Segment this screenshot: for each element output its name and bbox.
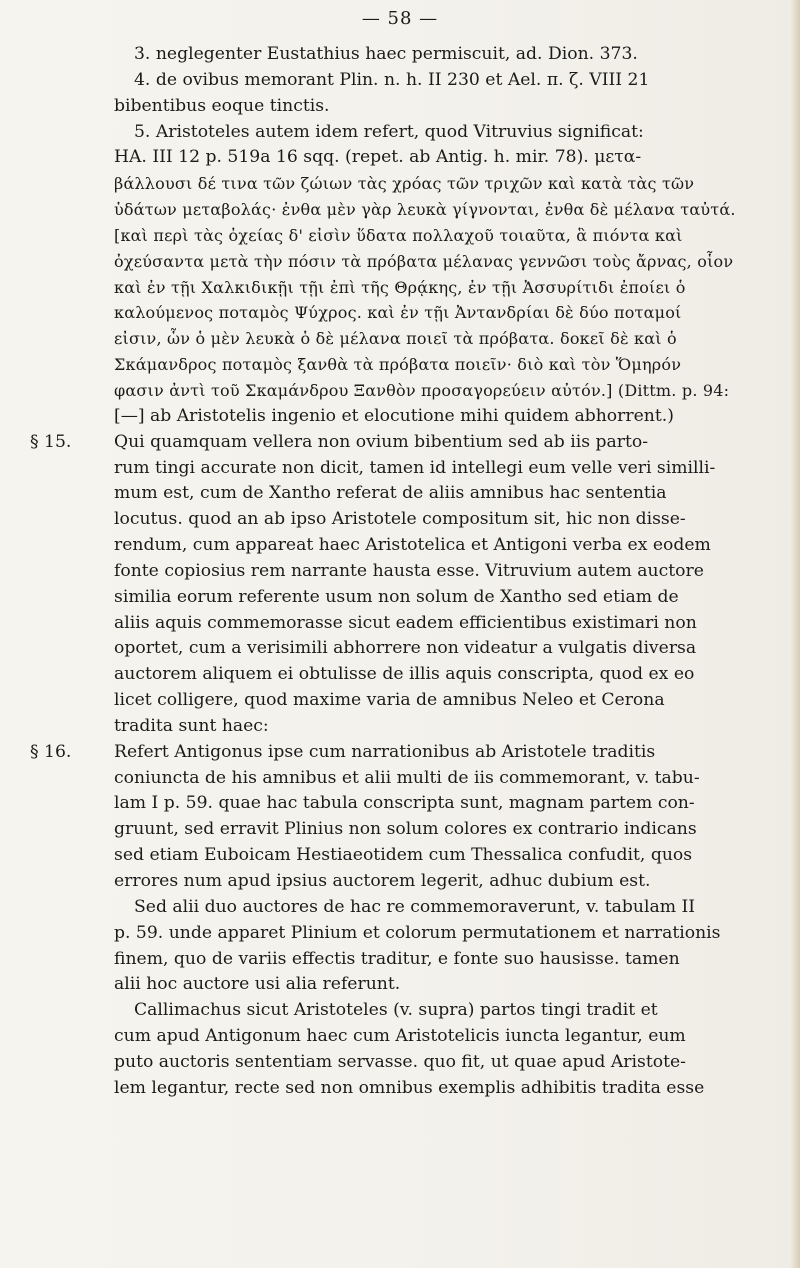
line-text: puto auctoris sententiam servasse. quo fit, ut quae apud Aristote- <box>114 1051 686 1072</box>
text-line <box>30 791 762 817</box>
line-text: [καὶ περὶ τὰς ὀχείας δ' εἰσὶν ὕδατα πολλαχοῦ τοιαῦτα, ἃ πιόντα καὶ <box>114 225 683 245</box>
text-line <box>30 662 762 688</box>
section-line <box>30 430 762 456</box>
line-text: rendum, cum appareat haec Aristotelica et Antigoni verba ex eodem <box>114 535 711 556</box>
text-line <box>30 1050 762 1076</box>
line-text: finem, quo de variis effectis traditur, e fonte suo hausisse. tamen <box>114 948 680 969</box>
text-line <box>30 352 762 378</box>
text-line <box>30 1024 762 1050</box>
text-line <box>30 972 762 998</box>
line-text: Qui quamquam vellera non ovium bibentium sed ab iis parto- <box>114 431 649 452</box>
line-text: auctorem aliquem ei obtulisse de illis aquis conscripta, quod ex eo <box>114 664 695 685</box>
text-line <box>30 843 762 869</box>
line-text: similia eorum referente usum non solum de Xantho sed etiam de <box>114 586 679 607</box>
text-line <box>30 171 762 197</box>
line-text: fonte copiosius rem narrante hausta esse. Vitruvium autem auctore <box>114 560 704 581</box>
line-text: 4. de ovibus memorant Plin. n. h. II 230 et Ael. π. ζ. VIII 21 <box>134 69 650 90</box>
section-line <box>30 740 762 766</box>
text-line <box>30 120 762 146</box>
text-line <box>30 559 762 585</box>
line-text: καλούμενος ποταμὸς Ψύχρος. καὶ ἐν τῇι Ἀντανδρίαι δὲ δύο ποταμοί <box>114 303 682 323</box>
line-text: εἰσιν, ὧν ὁ μὲν λευκὰ ὁ δὲ μέλανα ποιεῖ τὰ πρόβατα. δοκεῖ δὲ καὶ ὁ <box>114 329 677 349</box>
line-text: locutus. quod an ab ipso Aristotele compositum sit, hic non disse- <box>114 509 686 530</box>
text-line <box>30 869 762 895</box>
page-edge-shadow <box>790 0 800 1268</box>
line-text: cum apud Antigonum haec cum Aristotelicis iuncta legantur, eum <box>114 1026 686 1047</box>
line-text: 3. neglegenter Eustathius haec permiscuit, ad. Dion. 373. <box>134 44 638 64</box>
line-text: coniuncta de his amnibus et alii multi de iis commemorant, v. tabu- <box>114 767 700 788</box>
line-text: ὀχεύσαντα μετὰ τὴν πόσιν τὰ πρόβατα μέλανας γεννῶσι τοὺς ἄρνας, οἷον <box>114 251 734 271</box>
text-line <box>30 42 762 68</box>
line-text: φασιν ἀντὶ τοῦ Σκαμάνδρου Ξανθὸν προσαγορεύειν αὐτόν.] (Dittm. p. 94: <box>114 380 730 400</box>
line-text: licet colligere, quod maxime varia de amnibus Neleo et Cerona <box>114 690 665 711</box>
line-text: rum tingi accurate non dicit, tamen id intellegi eum velle veri similli- <box>114 457 716 478</box>
line-text: Σκάμανδρος ποταμὸς ξανθὰ τὰ πρόβατα ποιεῖν· διὸ καὶ τὸν Ὅμηρόν <box>114 355 682 375</box>
text-line <box>30 275 762 301</box>
text-line <box>30 249 762 275</box>
line-text: p. 59. unde apparet Plinium et colorum permutationem et narrationis <box>114 922 721 943</box>
text-line <box>30 688 762 714</box>
section-mark: § 16. <box>30 741 72 762</box>
text-line <box>30 998 762 1024</box>
line-text: errores num apud ipsius auctorem legerit, adhuc dubium est. <box>114 871 651 891</box>
body-text <box>30 42 762 1102</box>
text-line <box>30 714 762 740</box>
line-text: aliis aquis commemorasse sicut eadem efficientibus existimari non <box>114 612 697 633</box>
line-text: [—] ab Aristotelis ingenio et elocutione mihi quidem abhorrent.) <box>114 405 674 426</box>
text-line <box>30 94 762 120</box>
text-line <box>30 507 762 533</box>
line-text: ὑδάτων μεταβολάς· ἐνθα μὲν γὰρ λευκὰ γίγνονται, ἐνθα δὲ μέλανα ταὐτά. <box>114 200 736 220</box>
text-line <box>30 947 762 973</box>
line-text: Callimachus sicut Aristoteles (v. supra) partos tingi tradit et <box>134 1000 658 1021</box>
text-line <box>30 766 762 792</box>
line-text: bibentibus eoque tinctis. <box>114 95 330 116</box>
line-text: lem legantur, recte sed non omnibus exemplis adhibitis tradita esse <box>114 1077 705 1098</box>
text-line <box>30 817 762 843</box>
line-text: mum est, cum de Xantho referat de aliis amnibus hac sententia <box>114 483 667 504</box>
text-line <box>30 378 762 404</box>
text-line <box>30 895 762 921</box>
text-line <box>30 68 762 94</box>
line-text: tradita sunt haec: <box>114 715 269 736</box>
page-number: — 58 — <box>361 8 439 29</box>
line-text: gruunt, sed erravit Plinius non solum colores ex contrario indicans <box>114 819 697 840</box>
text-line <box>30 326 762 352</box>
text-line <box>30 533 762 559</box>
line-text: βάλλουσι δέ τινα τῶν ζώιων τὰς χρόας τῶν τριχῶν καὶ κατὰ τὰς τῶν <box>114 174 695 194</box>
line-text: Sed alii duo auctores de hac re commemoraverunt, v. tabulam II <box>134 896 696 917</box>
line-text: alii hoc auctore usi alia referunt. <box>114 974 401 995</box>
text-line <box>30 197 762 223</box>
text-line <box>30 636 762 662</box>
text-line <box>30 145 762 171</box>
text-line <box>30 456 762 482</box>
text-line <box>30 481 762 507</box>
line-text: sed etiam Euboicam Hestiaeotidem cum Thessalica confudit, quos <box>114 845 693 866</box>
text-line <box>30 300 762 326</box>
line-text: Refert Antigonus ipse cum narrationibus ab Aristotele traditis <box>114 741 656 762</box>
text-line <box>30 404 762 430</box>
text-line <box>30 223 762 249</box>
text-line <box>30 585 762 611</box>
section-mark: § 15. <box>30 431 72 452</box>
line-text: HA. III 12 p. 519a 16 sqq. (repet. ab Antig. h. mir. 78). μετα- <box>114 147 642 168</box>
text-line <box>30 1076 762 1102</box>
text-line <box>30 611 762 637</box>
line-text: oportet, cum a verisimili abhorrere non videatur a vulgatis diversa <box>114 638 697 659</box>
line-text: lam I p. 59. quae hac tabula conscripta sunt, magnam partem con- <box>114 793 695 814</box>
text-line <box>30 921 762 947</box>
line-text: 5. Aristoteles autem idem refert, quod Vitruvius significat: <box>134 121 644 142</box>
line-text: καὶ ἐν τῇι Χαλκιδικῇι τῇι ἐπὶ τῆς Θρᾴκης, ἐν τῇι Ἀσσυρίτιδι ἐποίει ὁ <box>114 277 686 297</box>
